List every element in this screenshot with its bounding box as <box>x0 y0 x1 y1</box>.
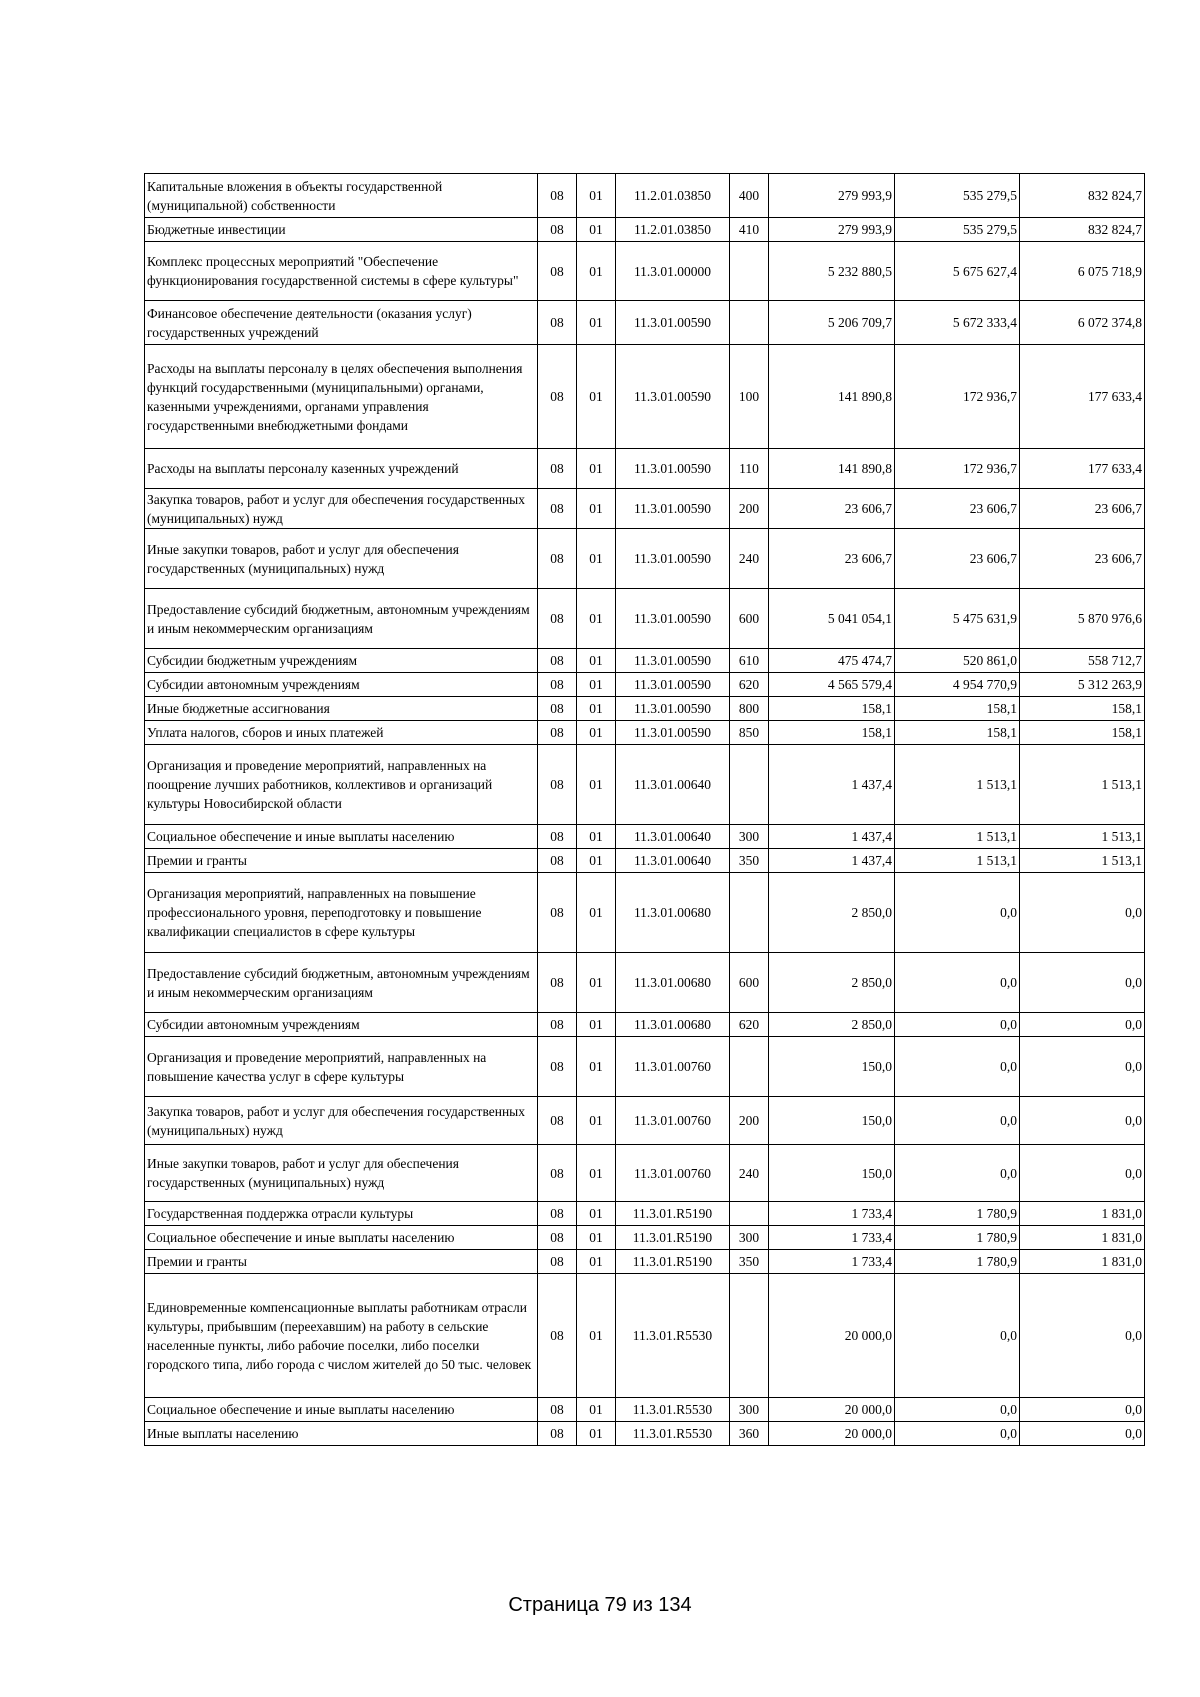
table-row <box>145 529 1145 589</box>
row-amount-3: 158,1 <box>1020 697 1145 721</box>
row-amount-3: 5 870 976,6 <box>1020 589 1145 649</box>
row-amount-2: 5 675 627,4 <box>895 242 1020 301</box>
row-section: 08 <box>538 449 577 489</box>
row-amount-2: 1 513,1 <box>895 825 1020 849</box>
row-amount-3: 1 831,0 <box>1020 1226 1145 1250</box>
table-row <box>145 345 1145 449</box>
row-name: Предоставление субсидий бюджетным, автономным учреждениям и иным некоммерческим организациям <box>145 953 538 1013</box>
row-amount-2: 1 780,9 <box>895 1226 1020 1250</box>
row-target-code: 11.3.01.R5530 <box>616 1398 730 1422</box>
row-amount-3: 1 831,0 <box>1020 1202 1145 1226</box>
row-expense-type <box>730 1274 769 1398</box>
table-row <box>145 1202 1145 1226</box>
row-amount-1: 279 993,9 <box>769 174 895 218</box>
table-row <box>145 1013 1145 1037</box>
row-amount-3: 1 513,1 <box>1020 825 1145 849</box>
row-expense-type: 110 <box>730 449 769 489</box>
row-section: 08 <box>538 1202 577 1226</box>
row-target-code: 11.3.01.00760 <box>616 1097 730 1145</box>
row-amount-3: 177 633,4 <box>1020 345 1145 449</box>
row-subsection: 01 <box>577 1145 616 1202</box>
row-expense-type: 360 <box>730 1422 769 1446</box>
row-target-code: 11.3.01.00640 <box>616 745 730 825</box>
row-subsection: 01 <box>577 721 616 745</box>
row-amount-3: 0,0 <box>1020 1097 1145 1145</box>
row-subsection: 01 <box>577 1422 616 1446</box>
row-amount-3: 23 606,7 <box>1020 489 1145 529</box>
row-expense-type <box>730 1202 769 1226</box>
row-expense-type: 400 <box>730 174 769 218</box>
row-amount-1: 150,0 <box>769 1145 895 1202</box>
row-amount-3: 6 072 374,8 <box>1020 301 1145 345</box>
row-expense-type: 850 <box>730 721 769 745</box>
row-amount-2: 5 475 631,9 <box>895 589 1020 649</box>
row-expense-type: 620 <box>730 673 769 697</box>
row-subsection: 01 <box>577 849 616 873</box>
row-expense-type <box>730 301 769 345</box>
row-target-code: 11.3.01.00590 <box>616 673 730 697</box>
row-subsection: 01 <box>577 1398 616 1422</box>
row-expense-type: 350 <box>730 1250 769 1274</box>
row-subsection: 01 <box>577 825 616 849</box>
row-amount-3: 832 824,7 <box>1020 218 1145 242</box>
row-subsection: 01 <box>577 1250 616 1274</box>
row-expense-type <box>730 873 769 953</box>
row-name: Социальное обеспечение и иные выплаты населению <box>145 825 538 849</box>
row-target-code: 11.2.01.03850 <box>616 218 730 242</box>
row-name: Единовременные компенсационные выплаты работникам отрасли культуры, прибывшим (переехавшим) на работу в сельские населенные пункты, либо рабочие поселки, либо поселки городского типа, либо города с числом жителей до 50 тыс. человек <box>145 1274 538 1398</box>
row-expense-type: 620 <box>730 1013 769 1037</box>
row-amount-1: 5 206 709,7 <box>769 301 895 345</box>
row-amount-3: 558 712,7 <box>1020 649 1145 673</box>
row-amount-2: 535 279,5 <box>895 174 1020 218</box>
row-amount-3: 0,0 <box>1020 873 1145 953</box>
row-section: 08 <box>538 242 577 301</box>
row-amount-2: 0,0 <box>895 953 1020 1013</box>
row-amount-1: 158,1 <box>769 721 895 745</box>
row-target-code: 11.2.01.03850 <box>616 174 730 218</box>
row-subsection: 01 <box>577 697 616 721</box>
row-target-code: 11.3.01.00680 <box>616 873 730 953</box>
row-section: 08 <box>538 345 577 449</box>
table-row <box>145 1037 1145 1097</box>
row-expense-type: 610 <box>730 649 769 673</box>
row-amount-1: 141 890,8 <box>769 449 895 489</box>
row-amount-1: 2 850,0 <box>769 1013 895 1037</box>
row-amount-1: 475 474,7 <box>769 649 895 673</box>
row-target-code: 11.3.01.00590 <box>616 449 730 489</box>
row-subsection: 01 <box>577 673 616 697</box>
row-expense-type <box>730 1037 769 1097</box>
row-name: Социальное обеспечение и иные выплаты населению <box>145 1226 538 1250</box>
row-amount-3: 0,0 <box>1020 1013 1145 1037</box>
budget-table <box>144 173 1145 1446</box>
row-name: Организация и проведение мероприятий, направленных на поощрение лучших работников, коллективов и организаций культуры Новосибирской области <box>145 745 538 825</box>
row-amount-2: 535 279,5 <box>895 218 1020 242</box>
row-section: 08 <box>538 1037 577 1097</box>
row-subsection: 01 <box>577 174 616 218</box>
row-amount-2: 5 672 333,4 <box>895 301 1020 345</box>
row-amount-3: 0,0 <box>1020 953 1145 1013</box>
table-row <box>145 697 1145 721</box>
row-name: Государственная поддержка отрасли культуры <box>145 1202 538 1226</box>
row-subsection: 01 <box>577 529 616 589</box>
row-section: 08 <box>538 1398 577 1422</box>
row-amount-1: 279 993,9 <box>769 218 895 242</box>
row-subsection: 01 <box>577 449 616 489</box>
row-section: 08 <box>538 301 577 345</box>
row-name: Уплата налогов, сборов и иных платежей <box>145 721 538 745</box>
row-amount-2: 23 606,7 <box>895 529 1020 589</box>
row-amount-1: 1 437,4 <box>769 825 895 849</box>
row-name: Социальное обеспечение и иные выплаты населению <box>145 1398 538 1422</box>
row-amount-1: 150,0 <box>769 1037 895 1097</box>
row-subsection: 01 <box>577 218 616 242</box>
row-expense-type: 410 <box>730 218 769 242</box>
row-expense-type: 600 <box>730 953 769 1013</box>
row-expense-type: 300 <box>730 1226 769 1250</box>
row-subsection: 01 <box>577 1274 616 1398</box>
row-expense-type: 300 <box>730 1398 769 1422</box>
table-row <box>145 825 1145 849</box>
row-amount-3: 5 312 263,9 <box>1020 673 1145 697</box>
row-name: Капитальные вложения в объекты государственной (муниципальной) собственности <box>145 174 538 218</box>
row-amount-1: 4 565 579,4 <box>769 673 895 697</box>
row-expense-type: 100 <box>730 345 769 449</box>
row-amount-2: 4 954 770,9 <box>895 673 1020 697</box>
table-row <box>145 301 1145 345</box>
row-target-code: 11.3.01.00640 <box>616 849 730 873</box>
row-subsection: 01 <box>577 1037 616 1097</box>
row-amount-3: 0,0 <box>1020 1422 1145 1446</box>
row-subsection: 01 <box>577 873 616 953</box>
row-section: 08 <box>538 529 577 589</box>
row-subsection: 01 <box>577 1097 616 1145</box>
row-name: Иные бюджетные ассигнования <box>145 697 538 721</box>
table-row <box>145 589 1145 649</box>
table-row <box>145 218 1145 242</box>
row-name: Премии и гранты <box>145 1250 538 1274</box>
row-expense-type: 240 <box>730 529 769 589</box>
table-row <box>145 1274 1145 1398</box>
row-amount-1: 158,1 <box>769 697 895 721</box>
table-row <box>145 1226 1145 1250</box>
row-amount-1: 20 000,0 <box>769 1422 895 1446</box>
row-name: Субсидии автономным учреждениям <box>145 673 538 697</box>
table-row <box>145 745 1145 825</box>
row-expense-type <box>730 242 769 301</box>
row-subsection: 01 <box>577 489 616 529</box>
row-section: 08 <box>538 1097 577 1145</box>
row-amount-1: 2 850,0 <box>769 873 895 953</box>
row-section: 08 <box>538 721 577 745</box>
row-name: Финансовое обеспечение деятельности (оказания услуг) государственных учреждений <box>145 301 538 345</box>
row-amount-3: 0,0 <box>1020 1037 1145 1097</box>
row-amount-1: 150,0 <box>769 1097 895 1145</box>
row-name: Организация и проведение мероприятий, направленных на повышение качества услуг в сфере культуры <box>145 1037 538 1097</box>
row-subsection: 01 <box>577 953 616 1013</box>
row-target-code: 11.3.01.00680 <box>616 953 730 1013</box>
table-row <box>145 242 1145 301</box>
row-expense-type: 350 <box>730 849 769 873</box>
row-section: 08 <box>538 1274 577 1398</box>
row-amount-1: 5 041 054,1 <box>769 589 895 649</box>
row-section: 08 <box>538 849 577 873</box>
table-row <box>145 1422 1145 1446</box>
table-row <box>145 873 1145 953</box>
row-amount-1: 5 232 880,5 <box>769 242 895 301</box>
row-section: 08 <box>538 1013 577 1037</box>
table-row <box>145 649 1145 673</box>
row-amount-1: 1 733,4 <box>769 1226 895 1250</box>
table-row <box>145 1145 1145 1202</box>
row-name: Иные закупки товаров, работ и услуг для обеспечения государственных (муниципальных) нужд <box>145 1145 538 1202</box>
row-subsection: 01 <box>577 745 616 825</box>
row-target-code: 11.3.01.00590 <box>616 649 730 673</box>
row-amount-2: 0,0 <box>895 1398 1020 1422</box>
row-section: 08 <box>538 697 577 721</box>
row-subsection: 01 <box>577 649 616 673</box>
row-amount-2: 172 936,7 <box>895 345 1020 449</box>
row-name: Закупка товаров, работ и услуг для обеспечения государственных (муниципальных) нужд <box>145 1097 538 1145</box>
row-expense-type: 200 <box>730 489 769 529</box>
row-target-code: 11.3.01.00590 <box>616 301 730 345</box>
row-amount-1: 23 606,7 <box>769 489 895 529</box>
table-row <box>145 1398 1145 1422</box>
page-number: Страница 79 из 134 <box>508 1594 692 1616</box>
row-expense-type: 240 <box>730 1145 769 1202</box>
row-amount-2: 172 936,7 <box>895 449 1020 489</box>
row-section: 08 <box>538 489 577 529</box>
row-subsection: 01 <box>577 1226 616 1250</box>
row-target-code: 11.3.01.R5190 <box>616 1250 730 1274</box>
row-name: Предоставление субсидий бюджетным, автономным учреждениям и иным некоммерческим организациям <box>145 589 538 649</box>
row-target-code: 11.3.01.00590 <box>616 489 730 529</box>
row-target-code: 11.3.01.R5530 <box>616 1422 730 1446</box>
row-amount-2: 1 513,1 <box>895 745 1020 825</box>
row-target-code: 11.3.01.00590 <box>616 345 730 449</box>
row-amount-3: 177 633,4 <box>1020 449 1145 489</box>
row-section: 08 <box>538 873 577 953</box>
row-target-code: 11.3.01.00760 <box>616 1037 730 1097</box>
row-expense-type: 600 <box>730 589 769 649</box>
row-target-code: 11.3.01.00590 <box>616 721 730 745</box>
table-row <box>145 449 1145 489</box>
row-subsection: 01 <box>577 1202 616 1226</box>
row-amount-3: 1 831,0 <box>1020 1250 1145 1274</box>
row-amount-2: 1 780,9 <box>895 1250 1020 1274</box>
row-section: 08 <box>538 745 577 825</box>
row-amount-2: 1 513,1 <box>895 849 1020 873</box>
row-expense-type: 200 <box>730 1097 769 1145</box>
row-amount-2: 0,0 <box>895 1422 1020 1446</box>
row-subsection: 01 <box>577 589 616 649</box>
row-amount-3: 23 606,7 <box>1020 529 1145 589</box>
table-row <box>145 1250 1145 1274</box>
row-name: Расходы на выплаты персоналу казенных учреждений <box>145 449 538 489</box>
row-name: Бюджетные инвестиции <box>145 218 538 242</box>
row-section: 08 <box>538 1145 577 1202</box>
row-amount-3: 0,0 <box>1020 1145 1145 1202</box>
table-row <box>145 174 1145 218</box>
row-subsection: 01 <box>577 345 616 449</box>
table-row <box>145 721 1145 745</box>
row-expense-type: 300 <box>730 825 769 849</box>
table-row <box>145 849 1145 873</box>
row-name: Комплекс процессных мероприятий "Обеспечение функционирования государственной системы в сфере культуры" <box>145 242 538 301</box>
row-target-code: 11.3.01.00640 <box>616 825 730 849</box>
row-amount-2: 158,1 <box>895 697 1020 721</box>
table-row <box>145 953 1145 1013</box>
table-row <box>145 1097 1145 1145</box>
row-target-code: 11.3.01.00760 <box>616 1145 730 1202</box>
row-target-code: 11.3.01.00590 <box>616 529 730 589</box>
row-amount-3: 0,0 <box>1020 1398 1145 1422</box>
row-amount-2: 0,0 <box>895 1145 1020 1202</box>
row-target-code: 11.3.01.00590 <box>616 589 730 649</box>
table-body <box>145 174 1145 1446</box>
row-expense-type: 800 <box>730 697 769 721</box>
row-amount-2: 0,0 <box>895 873 1020 953</box>
row-amount-2: 0,0 <box>895 1037 1020 1097</box>
row-section: 08 <box>538 174 577 218</box>
row-section: 08 <box>538 673 577 697</box>
row-target-code: 11.3.01.R5190 <box>616 1226 730 1250</box>
row-amount-3: 1 513,1 <box>1020 849 1145 873</box>
row-amount-3: 6 075 718,9 <box>1020 242 1145 301</box>
row-name: Закупка товаров, работ и услуг для обеспечения государственных (муниципальных) нужд <box>145 489 538 529</box>
row-name: Организация мероприятий, направленных на повышение профессионального уровня, переподготовку и повышение квалификации специалистов в сфере культуры <box>145 873 538 953</box>
row-amount-2: 0,0 <box>895 1013 1020 1037</box>
row-section: 08 <box>538 589 577 649</box>
row-amount-1: 1 437,4 <box>769 849 895 873</box>
row-amount-3: 1 513,1 <box>1020 745 1145 825</box>
row-section: 08 <box>538 825 577 849</box>
row-amount-2: 520 861,0 <box>895 649 1020 673</box>
row-amount-1: 20 000,0 <box>769 1274 895 1398</box>
row-amount-1: 2 850,0 <box>769 953 895 1013</box>
row-expense-type <box>730 745 769 825</box>
row-amount-1: 1 437,4 <box>769 745 895 825</box>
row-amount-2: 1 780,9 <box>895 1202 1020 1226</box>
row-amount-3: 158,1 <box>1020 721 1145 745</box>
row-section: 08 <box>538 1226 577 1250</box>
row-section: 08 <box>538 953 577 1013</box>
row-target-code: 11.3.01.00590 <box>616 697 730 721</box>
row-name: Иные закупки товаров, работ и услуг для обеспечения государственных (муниципальных) нужд <box>145 529 538 589</box>
row-name: Расходы на выплаты персоналу в целях обеспечения выполнения функций государственными (муниципальными) органами, казенными учреждениями, органами управления государственными внебюджетными фондами <box>145 345 538 449</box>
row-amount-1: 23 606,7 <box>769 529 895 589</box>
row-target-code: 11.3.01.R5190 <box>616 1202 730 1226</box>
table-row <box>145 489 1145 529</box>
row-subsection: 01 <box>577 242 616 301</box>
row-amount-2: 158,1 <box>895 721 1020 745</box>
row-amount-3: 0,0 <box>1020 1274 1145 1398</box>
row-amount-3: 832 824,7 <box>1020 174 1145 218</box>
row-section: 08 <box>538 218 577 242</box>
row-target-code: 11.3.01.R5530 <box>616 1274 730 1398</box>
row-name: Субсидии бюджетным учреждениям <box>145 649 538 673</box>
row-amount-1: 1 733,4 <box>769 1250 895 1274</box>
row-subsection: 01 <box>577 1013 616 1037</box>
row-target-code: 11.3.01.00680 <box>616 1013 730 1037</box>
row-amount-2: 0,0 <box>895 1274 1020 1398</box>
row-section: 08 <box>538 1422 577 1446</box>
row-name: Субсидии автономным учреждениям <box>145 1013 538 1037</box>
table-row <box>145 673 1145 697</box>
row-name: Иные выплаты населению <box>145 1422 538 1446</box>
row-amount-2: 0,0 <box>895 1097 1020 1145</box>
row-target-code: 11.3.01.00000 <box>616 242 730 301</box>
row-name: Премии и гранты <box>145 849 538 873</box>
row-amount-1: 20 000,0 <box>769 1398 895 1422</box>
row-amount-2: 23 606,7 <box>895 489 1020 529</box>
row-section: 08 <box>538 1250 577 1274</box>
row-amount-1: 1 733,4 <box>769 1202 895 1226</box>
row-amount-1: 141 890,8 <box>769 345 895 449</box>
row-subsection: 01 <box>577 301 616 345</box>
row-section: 08 <box>538 649 577 673</box>
